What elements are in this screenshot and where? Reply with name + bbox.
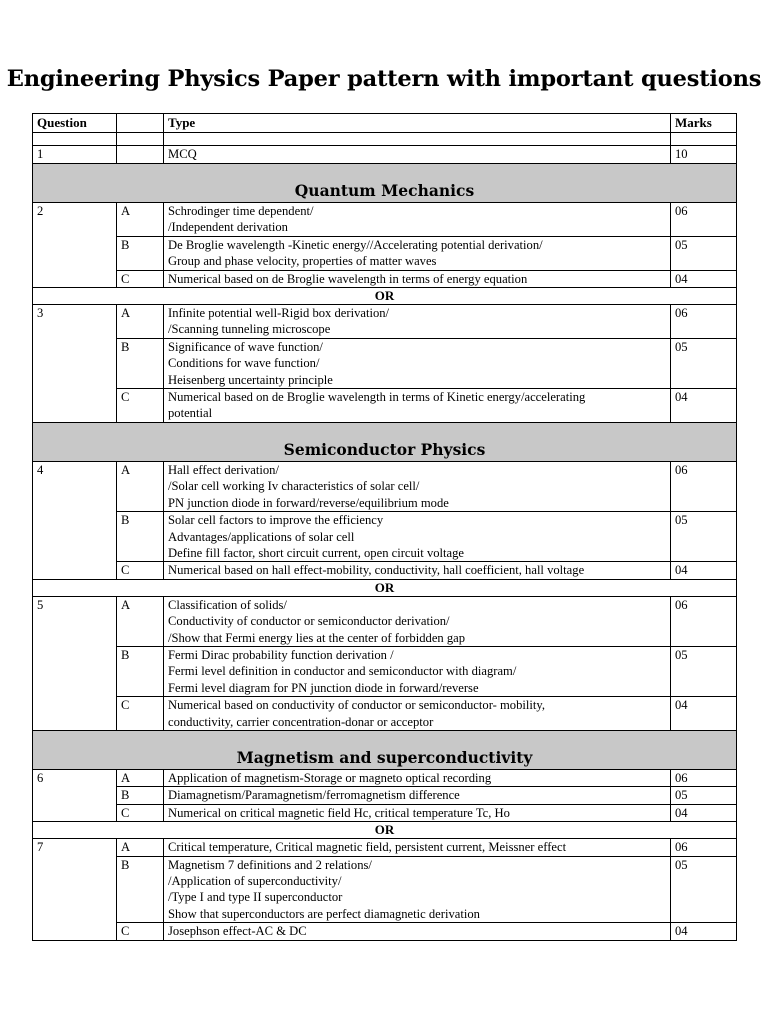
question-number: 7 [33,839,117,940]
question-marks: 05 [671,787,737,804]
section-heading [33,730,737,769]
question-number: 4 [33,461,117,579]
question-marks: 06 [671,596,737,646]
question-marks: 04 [671,923,737,940]
type-line: /Solar cell working Iv characteristics of solar cell/ [168,479,420,494]
question-marks: 06 [671,305,737,339]
question-number: 3 [33,305,117,423]
header-part [117,114,164,133]
or-label: OR [33,579,737,596]
type-line: Fermi level diagram for PN junction diode in forward/reverse [168,680,479,695]
section-row-quantum [33,164,737,203]
type-line: Critical temperature, Critical magnetic field, persistent current, Meissner effect [168,840,567,855]
type-line: Numerical based on hall effect-mobility, conductivity, hall coefficient, hall voltage [168,563,585,578]
question-number: 1 [33,146,117,164]
question-marks: 06 [671,839,737,856]
question-marks: 04 [671,697,737,731]
type-line: PN junction diode in forward/reverse/equilibrium mode [168,495,449,510]
type-line: Heisenberg uncertainty principle [168,372,333,387]
type-line: Numerical based on de Broglie wavelength in terms of energy equation [168,271,528,286]
question-part: C [117,270,164,287]
question-row [33,562,737,579]
section-heading [33,164,737,203]
section-heading [33,422,737,461]
question-type [164,562,671,579]
question-type [164,839,671,856]
question-type [164,697,671,731]
question-part: A [117,203,164,237]
type-line: Group and phase velocity, properties of matter waves [168,254,437,269]
question-part: B [117,646,164,696]
type-line: Show that superconductors are perfect diamagnetic derivation [168,906,480,921]
question-marks: 05 [671,512,737,562]
question-marks: 10 [671,146,737,164]
type-line: Fermi level definition in conductor and semiconductor with diagram/ [168,664,517,679]
question-part: A [117,596,164,646]
question-part: C [117,804,164,821]
blank-row [33,133,737,146]
question-marks: 05 [671,236,737,270]
section-title: Magnetism and superconductivity [236,747,533,767]
question-type [164,146,671,164]
section-title: Quantum Mechanics [294,181,475,200]
question-type [164,787,671,804]
question-type [164,769,671,786]
type-line: conductivity, carrier concentration-donar or acceptor [168,714,434,729]
question-part: B [117,856,164,923]
question-marks: 05 [671,646,737,696]
question-part [117,146,164,164]
question-row [33,769,737,786]
question-type [164,856,671,923]
question-type [164,461,671,511]
question-part: B [117,787,164,804]
question-part: C [117,923,164,940]
question-marks: 05 [671,856,737,923]
page-title: Engineering Physics Paper pattern with important questions [6,66,762,92]
type-line: Define fill factor, short circuit current, open circuit voltage [168,545,465,560]
question-marks: 04 [671,389,737,423]
section-row-magnetism [33,730,737,769]
question-type [164,338,671,388]
type-line: Josephson effect-AC & DC [168,924,307,939]
question-marks: 06 [671,203,737,237]
question-row [33,236,737,270]
question-row [33,203,737,237]
section-row-semiconductor [33,422,737,461]
question-marks: 06 [671,769,737,786]
type-line: Numerical based on conductivity of conductor or semiconductor- mobility, [168,698,545,713]
or-separator-row [33,822,737,839]
type-line: Infinite potential well-Rigid box derivation/ [168,306,390,321]
header-question: Question [33,114,117,133]
question-part: C [117,562,164,579]
question-row [33,389,737,423]
section-title: Semiconductor Physics [283,439,486,459]
or-separator-row [33,579,737,596]
type-line: /Scanning tunneling microscope [168,322,331,337]
question-part: A [117,839,164,856]
question-part: B [117,512,164,562]
question-part: A [117,769,164,786]
question-type [164,270,671,287]
or-separator-row [33,288,737,305]
question-type [164,203,671,237]
question-type [164,923,671,940]
type-line: Hall effect derivation/ [168,462,279,477]
question-row [33,512,737,562]
question-row [33,923,737,940]
table-header-row [33,114,737,133]
paper-pattern-table [32,113,737,941]
question-type [164,646,671,696]
question-type [164,236,671,270]
question-part: B [117,338,164,388]
question-type [164,596,671,646]
type-line: Numerical based on de Broglie wavelength in terms of Kinetic energy/accelerating [168,390,586,405]
question-part: C [117,697,164,731]
question-marks: 04 [671,562,737,579]
question-marks: 04 [671,804,737,821]
question-marks: 04 [671,270,737,287]
question-row [33,461,737,511]
question-part: A [117,305,164,339]
type-line: Numerical on critical magnetic field Hc, critical temperature Tc, Ho [168,805,510,820]
question-row [33,787,737,804]
type-line: Magnetism 7 definitions and 2 relations/ [168,857,372,872]
type-line: /Type I and type II superconductor [168,890,343,905]
question-type [164,389,671,423]
type-line: MCQ [168,147,197,161]
type-line: Application of magnetism-Storage or magneto optical recording [168,770,492,785]
type-line: Solar cell factors to improve the efficiency [168,513,384,528]
type-line: De Broglie wavelength -Kinetic energy//Accelerating potential derivation/ [168,237,543,252]
type-line: /Application of superconductivity/ [168,874,342,888]
question-row [33,697,737,731]
question-number: 6 [33,769,117,821]
question-row [33,856,737,923]
question-type [164,512,671,562]
type-line: Fermi Dirac probability function derivation / [168,647,394,662]
type-line: /Show that Fermi energy lies at the center of forbidden gap [168,630,466,645]
question-row [33,804,737,821]
question-type [164,804,671,821]
or-label: OR [33,288,737,305]
type-line: Significance of wave function/ [168,339,323,354]
question-number: 5 [33,596,117,730]
type-line: Diamagnetism/Paramagnetism/ferromagnetism difference [168,788,460,803]
type-line: Advantages/applications of solar cell [168,529,355,544]
question-marks: 05 [671,338,737,388]
question-row-1 [33,146,737,164]
question-row [33,596,737,646]
type-line: Schrodinger time dependent/ [168,204,314,218]
question-part: A [117,461,164,511]
question-number: 2 [33,203,117,288]
type-line: /Independent derivation [168,220,288,235]
header-marks: Marks [671,114,737,133]
type-line: Conductivity of conductor or semiconductor derivation/ [168,614,450,629]
question-part: C [117,389,164,423]
type-line: potential [168,406,213,421]
question-row [33,305,737,339]
header-type: Type [164,114,671,133]
type-line: Conditions for wave function/ [168,356,320,371]
type-line: Classification of solids/ [168,597,287,612]
question-row [33,646,737,696]
or-label: OR [33,822,737,839]
question-row [33,270,737,287]
question-marks: 06 [671,461,737,511]
question-type [164,305,671,339]
question-row [33,338,737,388]
question-row [33,839,737,856]
question-part: B [117,236,164,270]
